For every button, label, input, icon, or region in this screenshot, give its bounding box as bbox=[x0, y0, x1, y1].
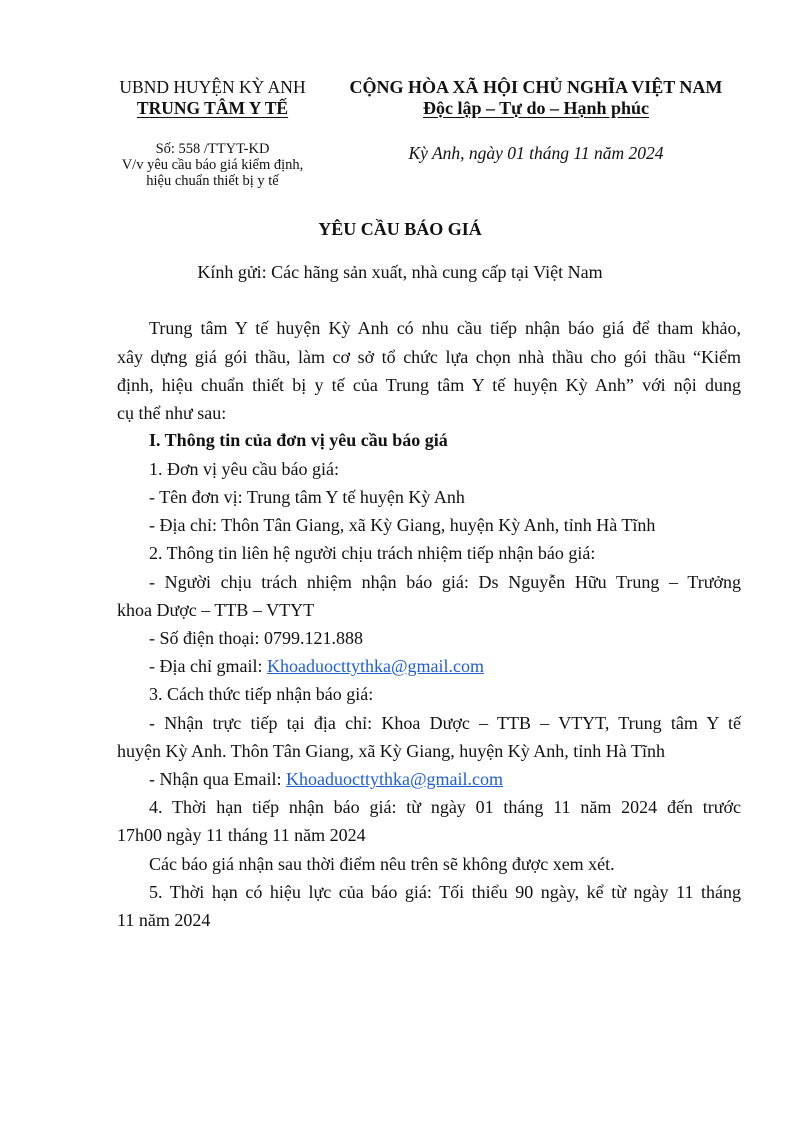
item-1-heading: 1. Đơn vị yêu cầu báo giá: bbox=[149, 459, 339, 479]
gmail-row bbox=[149, 653, 741, 679]
item-4-line-2: 17h00 ngày 11 tháng 11 năm 2024 bbox=[117, 825, 366, 845]
subject-line-2: hiệu chuẩn thiết bị y tế bbox=[146, 173, 279, 189]
email-row bbox=[149, 766, 741, 792]
phone-number: - Số điện thoại: 0799.121.888 bbox=[149, 628, 363, 648]
contact-person-line-1: - Người chịu trách nhiệm nhận báo giá: Ds Nguyễn Hữu Trung – Trưởng bbox=[149, 572, 741, 592]
item-3-heading: 3. Cách thức tiếp nhận báo giá: bbox=[149, 684, 374, 704]
section-1-heading: I. Thông tin của đơn vị yêu cầu báo giá bbox=[149, 430, 448, 450]
direct-receipt-line-2: huyện Kỳ Anh. Thôn Tân Giang, xã Kỳ Giang, huyện Kỳ Anh, tỉnh Hà Tĩnh bbox=[117, 741, 665, 761]
item-2-heading: 2. Thông tin liên hệ người chịu trách nhiệm tiếp nhận báo giá: bbox=[149, 543, 596, 563]
intro-line-3: định, hiệu chuẩn thiết bị y tế của Trung tâm Y tế huyện Kỳ Anh” với nội dung bbox=[117, 375, 741, 395]
direct-receipt-line-1: - Nhận trực tiếp tại địa chỉ: Khoa Dược – TTB – VTYT, Trung tâm Y tế bbox=[149, 713, 741, 733]
item-4-line-1: 4. Thời hạn tiếp nhận báo giá: từ ngày 01 tháng 11 năm 2024 đến trước bbox=[149, 797, 741, 817]
email-label: - Nhận qua Email: bbox=[149, 769, 286, 789]
unit-name: - Tên đơn vị: Trung tâm Y tế huyện Kỳ Anh bbox=[149, 487, 465, 507]
email-link[interactable]: Khoaduocttythka@gmail.com bbox=[285, 769, 503, 789]
gmail-label: - Địa chỉ gmail: bbox=[149, 656, 267, 676]
org-name-center: TRUNG TÂM Y TẾ bbox=[136, 98, 289, 118]
document-reference bbox=[95, 141, 330, 189]
gmail-link[interactable]: Khoaduocttythka@gmail.com bbox=[266, 656, 484, 676]
item-5-line-1: 5. Thời hạn có hiệu lực của báo giá: Tối thiểu 90 ngày, kể từ ngày 11 tháng bbox=[149, 882, 741, 902]
subject-line-1: V/v yêu cầu báo giá kiểm định, bbox=[121, 157, 304, 173]
document-title: YÊU CẦU BÁO GIÁ bbox=[318, 219, 482, 239]
recipient: Kính gửi: Các hãng sản xuất, nhà cung cấp tại Việt Nam bbox=[197, 262, 603, 282]
intro-line-4: cụ thể như sau: bbox=[117, 403, 227, 423]
late-quote-note: Các báo giá nhận sau thời điểm nêu trên sẽ không được xem xét. bbox=[149, 854, 615, 874]
nation-name: CỘNG HÒA XÃ HỘI CHỦ NGHĨA VIỆT NAM bbox=[349, 77, 723, 97]
issuing-organization bbox=[95, 77, 330, 119]
intro-line-2: xây dựng giá gói thầu, làm cơ sở tổ chức lựa chọn nhà thầu cho gói thầu “Kiểm bbox=[117, 347, 741, 367]
national-motto: Độc lập – Tự do – Hạnh phúc bbox=[422, 98, 650, 118]
intro-line-1: Trung tâm Y tế huyện Kỳ Anh có nhu cầu tiếp nhận báo giá để tham khảo, bbox=[149, 318, 741, 338]
org-name-district: UBND HUYỆN KỲ ANH bbox=[119, 77, 306, 97]
item-5-line-2: 11 năm 2024 bbox=[117, 910, 211, 930]
national-header bbox=[330, 77, 742, 119]
contact-person-line-2: khoa Dược – TTB – VTYT bbox=[117, 600, 315, 620]
unit-address: - Địa chỉ: Thôn Tân Giang, xã Kỳ Giang, huyện Kỳ Anh, tỉnh Hà Tĩnh bbox=[149, 515, 656, 535]
date-place: Kỳ Anh, ngày 01 tháng 11 năm 2024 bbox=[408, 143, 664, 163]
document-number: Số: 558 /TTYT-KD bbox=[155, 141, 270, 157]
